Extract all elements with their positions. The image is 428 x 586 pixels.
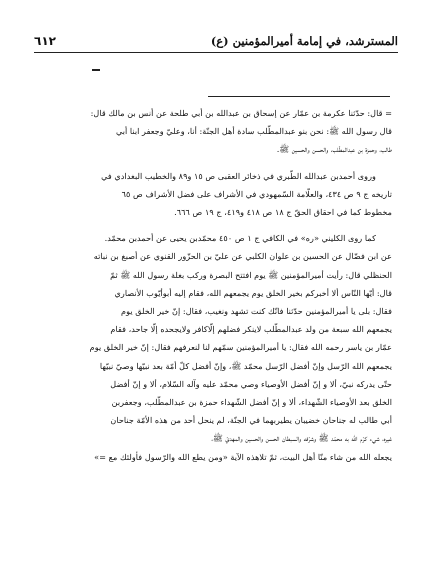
footnote-line: فقال: بلى يا أميرالمؤمنين حدّثنا فانّك كنت تشهد ونغيب، فقال: إنّ خير الخلق يوم	[121, 306, 392, 317]
running-title: المسترشد، في إمامة أميرالمؤمنين (ع)	[210, 34, 398, 48]
footnote-line: كما روى الكليني «ره» في الكافي ج ١ ص ٤٥٠ محمّدبن يحيى عن أحمدبن محمّد.	[104, 233, 376, 244]
footnote-block-1	[30, 104, 392, 159]
footnote-line: وروى أحمدبن عبدالله الطّبري في ذخائر العقبى ص ١٥ و٨٩ والخطيب البغدادي في	[101, 170, 376, 181]
footnote-line: يجمعهم الله الرّسل وإنّ أفضل الرّسل محمّد ﷺ، وإنّ أفضل كلّ أمّة بعد نبيّها وصيّ نبيّها	[99, 360, 392, 371]
footnote-line: قال: أيّها النّاس ألا أخبركم بخير الخلق يوم يجمعهم الله، فقام إليه أبوأيّوب الأنصاري	[114, 287, 392, 298]
footnote-line: طالب، وحمزة بن عبدالمطّلب، والحسن والحسين ﷺ.	[276, 144, 392, 155]
footnote-separator	[208, 96, 390, 97]
footnote-line: قال رسول الله ﷺ: نحن بنو عبدالمطّلب سادة أهل الجنّة: أنا، وعليّ وجعفر ابنا أبي	[115, 126, 392, 137]
footnote-line: أبي طالب له جناحان خضيبان يطيربهما في الجنّة، لم ينحل أحد من هذه الأمّة جناحان	[110, 415, 392, 426]
header-rule	[34, 52, 398, 53]
footnote-line: غيره، شيء كرّم الله به محمّد ﷺ وشرّفه والسبطان الحسن والحسين والمهديّ ﷺ،	[211, 433, 392, 444]
stray-mark	[92, 69, 100, 71]
footnote-line: تاريخه ج ٩ ص ٤٣٤، والعلّامة السّمهودي في الأشراف على فضل الأشراف ص ٦٥	[121, 188, 392, 199]
footnote-line: عن ابن فضّال عن الحسين بن علوان الكلبي عن عليّ بن الحزّور القنوي عن أصبغ بن نباته	[93, 251, 392, 262]
footnote-block-2	[30, 167, 392, 222]
footnote-line: مخطوط كما في احقاق الحقّ ج ١٨ ص ٤١٨ و٤١٩، ج ١٩ ص ٦٦٦.	[174, 207, 392, 218]
footnote-line: يجعله الله من شاء منّا أهل البيت، ثمّ تلاهذه الآية «ومن يطع الله والرّسول فأولئك مع =»	[94, 451, 392, 462]
paragraph-gap	[30, 159, 392, 167]
footnote-line: عمّار بن ياسر رحمه الله فقال: يا أميرالمؤمنين سمّهم لنا لنعرفهم فقال: إنّ خير الخلق يوم	[89, 342, 392, 353]
footnote-line: الحنظلي قال: رأيت أميرالمؤمنين ﷺ يوم افتتح البصرة وركب بغلة رسول الله ﷺ ثمّ	[110, 269, 392, 280]
footnote-line: يجمعهم الله سبعة من ولد عبدالمطّلب لاينكر فضلهم إلّاكافر ولايجحده إلّا جاحد، فقام	[110, 324, 392, 335]
paragraph-gap	[30, 221, 392, 229]
footnote-block-3	[30, 229, 392, 466]
footnote-line: حتّى يدركه نبيّ، ألا و إنّ أفضل الأوصياء وصي محمّد عليه وآله السّلام، ألا و إنّ أفضل	[110, 378, 392, 389]
running-header	[34, 34, 398, 48]
footnote-line: الخلق بعد الأوصياء الشّهداء، ألا و إنّ أفضل الشّهداء حمزة بن عبدالمطّلب، وجعفربن	[111, 397, 392, 408]
page-number: ٦١٢	[34, 34, 56, 48]
footnotes	[30, 104, 392, 466]
footnote-line: = قال: حدّثنا عكرمة بن عمّار عن إسحاق بن عبدالله بن أبي طلحة عن أنس بن مالك قال:	[90, 108, 392, 118]
